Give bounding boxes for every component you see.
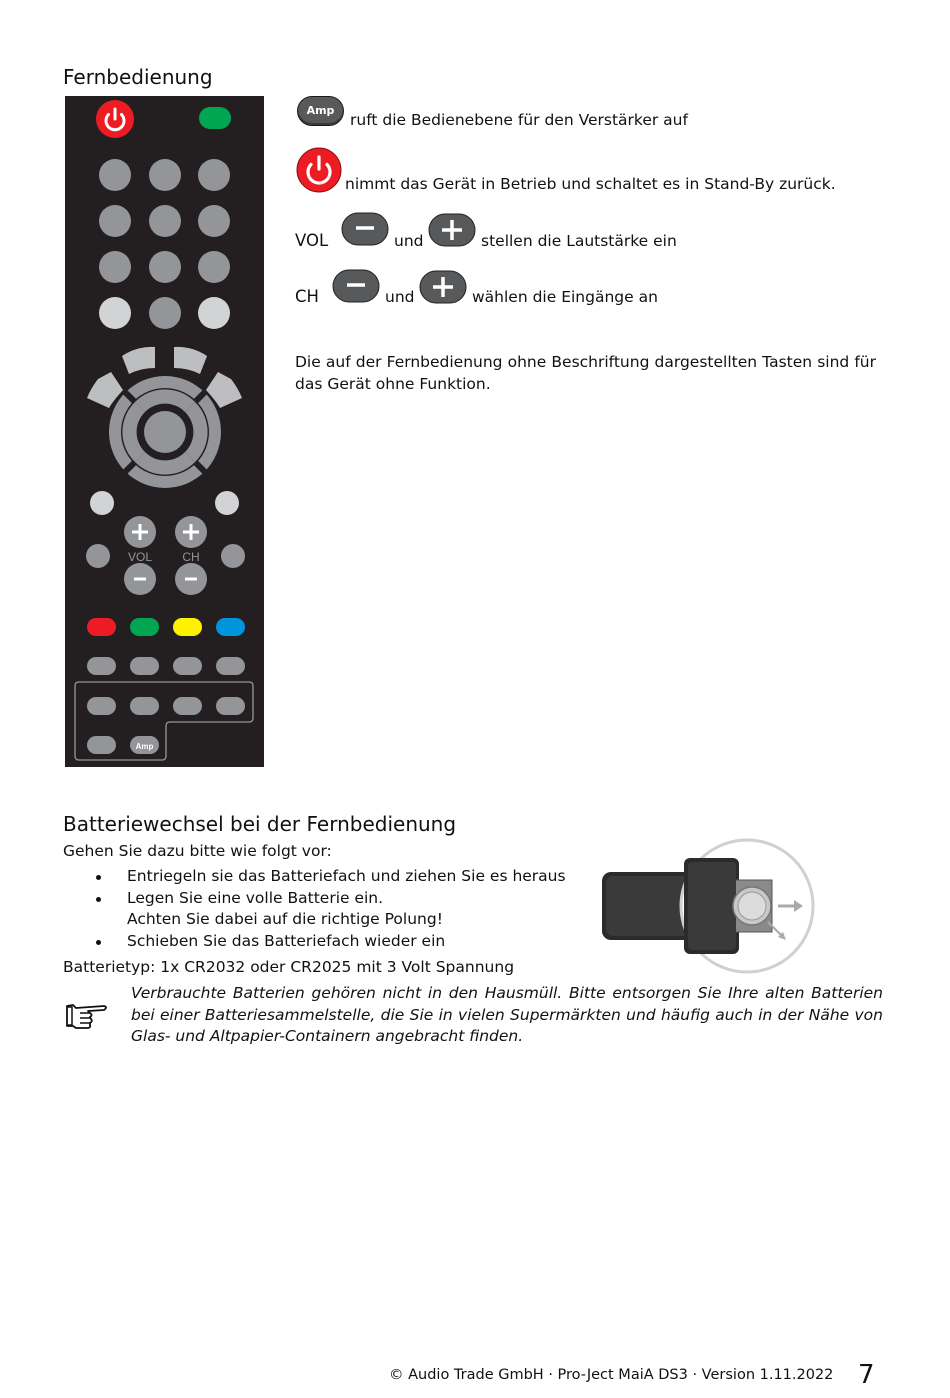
ch-label: CH [295, 287, 319, 306]
list-item: Schieben Sie das Batteriefach wieder ein [92, 931, 566, 953]
amp-button-label: Amp [306, 104, 335, 117]
ch-description: wählen die Eingänge an [472, 288, 658, 306]
remote-control-drawing [65, 96, 264, 767]
remote-green-top-button [199, 107, 231, 129]
battery-steps-list [92, 866, 566, 952]
plus-icon [428, 213, 476, 247]
remote-vol-label: VOL [127, 550, 153, 564]
remote-number-grid [99, 159, 230, 329]
page-number: 7 [858, 1360, 875, 1390]
list-item: Legen Sie eine volle Batterie ein. [92, 888, 566, 910]
section-title-battery: Batteriewechsel bei der Fernbedienung [63, 812, 457, 836]
plus-icon [419, 270, 467, 304]
pointing-hand-icon [64, 996, 110, 1032]
remote-navigation-cluster [87, 347, 242, 488]
section-title-remote: Fernbedienung [63, 65, 213, 89]
amp-button-icon [297, 96, 344, 126]
ch-und: und [385, 288, 415, 306]
list-item: Entriegeln sie das Batteriefach und ziehen Sie es heraus [92, 866, 566, 888]
vol-description: stellen die Lautstärke ein [481, 232, 677, 250]
battery-compartment-illustration [600, 838, 816, 976]
remote-control-illustration [65, 96, 264, 767]
vol-label: VOL [295, 231, 329, 250]
remote-ch-label: CH [182, 550, 200, 564]
power-icon [296, 147, 342, 193]
remote-power-button [96, 100, 134, 138]
footer-copyright: © Audio Trade GmbH · Pro-Ject MaiA DS3 · Version 1.11.2022 [389, 1367, 834, 1383]
battery-intro: Gehen Sie dazu bitte wie folgt vor: [63, 842, 332, 860]
disposal-note: Verbrauchte Batterien gehören nicht in den Hausmüll. Bitte entsorgen Sie Ihre alten Batterien bei einer Batteriesammelstelle, die Sie in vielen Supermärkten und häufig auch in der Nähe von Glas- und Altpapier-Containern angebracht finden. [131, 984, 883, 1045]
power-description: nimmt das Gerät in Betrieb und schaltet es in Stand-By zurück. [345, 175, 836, 193]
amp-description: ruft die Bedienebene für den Verstärker auf [350, 111, 688, 129]
vol-und: und [394, 232, 424, 250]
minus-icon [341, 212, 389, 246]
unlabeled-keys-paragraph: Die auf der Fernbedienung ohne Beschriftung dargestellten Tasten sind für das Gerät ohne Funktion. [295, 353, 876, 393]
minus-icon [332, 269, 380, 303]
remote-amp-label: Amp [135, 742, 154, 751]
battery-type: Batterietyp: 1x CR2032 oder CR2025 mit 3 Volt Spannung [63, 958, 515, 976]
list-item-continuation: Achten Sie dabei auf die richtige Polung! [127, 910, 443, 928]
